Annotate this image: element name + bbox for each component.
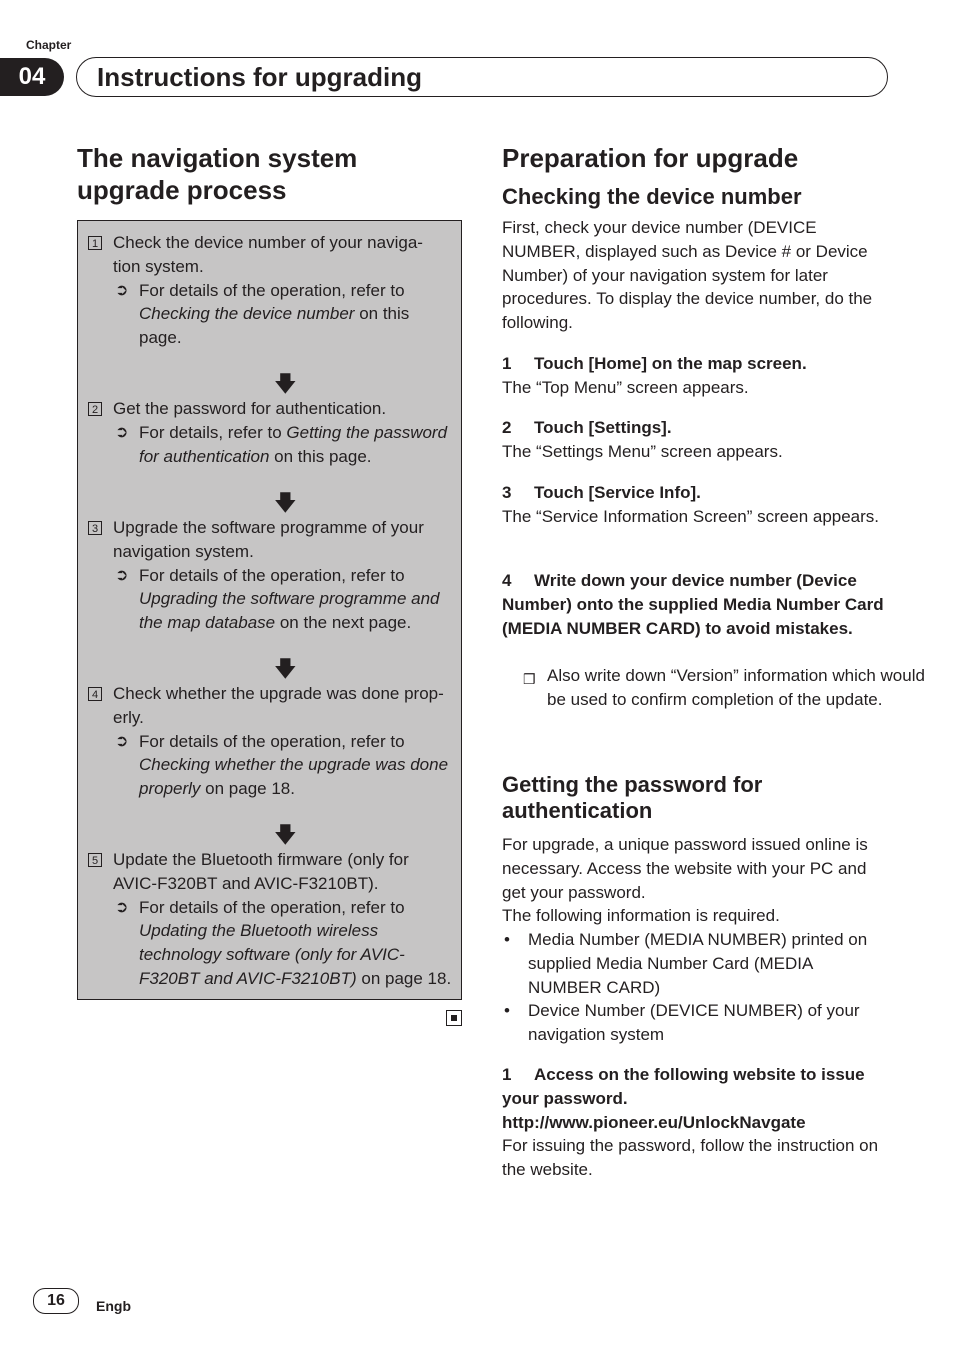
- step-text-line2: tion system.: [113, 256, 204, 276]
- reference-text: For details of the operation, refer to: [139, 565, 405, 585]
- left-heading: [77, 142, 467, 206]
- note-text-pre: Also write down “: [547, 666, 677, 685]
- down-arrow-icon: 🡇: [274, 371, 297, 396]
- step-desc-bold: Settings Menu: [541, 441, 651, 461]
- reference-link: Getting the password for authentication: [139, 422, 448, 466]
- step-desc-post: ” screen appears.: [616, 377, 749, 397]
- required-info-list: [502, 928, 890, 1047]
- step-number: 1: [502, 354, 512, 373]
- step-number-box: 5: [88, 853, 102, 867]
- reference-suffix: on page 18.: [205, 779, 295, 799]
- numbered-step: [502, 416, 890, 464]
- left-heading-line2: upgrade process: [77, 175, 287, 205]
- step-text-line1: Check the device number of your naviga-: [113, 233, 423, 252]
- step-number-box: 4: [88, 687, 102, 701]
- numbered-step-write-down: [502, 569, 890, 640]
- reference-link: Upgrading the software programme and the map database: [139, 589, 440, 633]
- step-title: Touch [Settings].: [534, 418, 672, 437]
- step-number: 3: [502, 483, 512, 502]
- step-reference: [113, 564, 454, 635]
- chapter-title-bar: [76, 57, 888, 97]
- reference-text: For details of the operation, refer to: [139, 280, 405, 300]
- reference-suffix: on page 18.: [361, 968, 452, 988]
- upgrade-process-box: [77, 220, 462, 1000]
- chapter-title: Instructions for upgrading: [97, 62, 422, 92]
- reference-arrow-icon: ➲: [115, 566, 129, 584]
- step-description: For issuing the password, follow the instruction on the website.: [502, 1136, 879, 1180]
- step-desc-pre: The “: [502, 506, 542, 526]
- reference-arrow-icon: ➲: [115, 281, 129, 299]
- numbered-step-access-website: [502, 1063, 890, 1182]
- device-number-intro: First, check your device number (DEVICE NUMBER, displayed such as Device # or Device Number) of your navigation system for later procedures. To display the device number, do the following.: [502, 218, 873, 333]
- reference-link: Updating the Bluetooth wireless technology software (only for AVIC-F320BT and AVIC-F3210BT): [139, 921, 405, 988]
- chapter-label: Chapter: [26, 38, 72, 52]
- process-step: [88, 231, 454, 350]
- reference-text: For details of the operation, refer to: [139, 731, 405, 751]
- subheading-checking-device-number: Checking the device number: [502, 184, 802, 209]
- step-text-line1: Check whether the upgrade was done prop-: [113, 684, 444, 703]
- reference-arrow-icon: ➲: [115, 423, 129, 441]
- step-title: Touch [Home] on the map screen.: [534, 354, 807, 373]
- language-code: Engb: [96, 1298, 131, 1314]
- reference-text: For details, refer to: [139, 422, 282, 442]
- subheading-getting-password: [502, 772, 890, 824]
- process-step: [88, 848, 454, 991]
- subheading-line2: authentication: [502, 798, 653, 823]
- step-reference: [113, 421, 454, 469]
- website-url[interactable]: http://www.pioneer.eu/UnlockNavgate: [502, 1112, 806, 1132]
- down-arrow-icon: 🡇: [274, 490, 297, 515]
- step-number-box: 2: [88, 402, 102, 416]
- step-desc-bold: Top Menu: [541, 377, 617, 397]
- down-arrow-icon: 🡇: [274, 656, 297, 681]
- step-number-box: 3: [88, 521, 102, 535]
- required-info-label: The following information is required.: [502, 906, 780, 925]
- left-heading-line1: The navigation system: [77, 143, 358, 173]
- list-item: • Device Number (DEVICE NUMBER) of your navigation system: [502, 999, 890, 1047]
- step-desc-pre: The “: [502, 441, 542, 461]
- step-title: Touch [Service Info].: [534, 483, 701, 502]
- reference-text: For details of the operation, refer to: [139, 897, 405, 917]
- step-desc-pre: The “: [502, 377, 542, 397]
- step-text-line2: AVIC-F320BT and AVIC-F3210BT).: [113, 873, 379, 893]
- step-reference: [113, 896, 454, 991]
- step-text-line1: Upgrade the software programme of your: [113, 518, 424, 537]
- subheading-line1: Getting the password for: [502, 772, 763, 797]
- reference-suffix: on this page.: [139, 304, 410, 348]
- end-of-section-icon: [446, 1010, 462, 1026]
- step-text-line1: Update the Bluetooth firmware (only for: [113, 850, 409, 869]
- numbered-step: [502, 481, 890, 529]
- list-item: • Media Number (MEDIA NUMBER) printed on supplied Media Number Card (MEDIA NUMBER CARD): [502, 928, 890, 999]
- step-number-box: 1: [88, 236, 102, 250]
- step-number: 1: [502, 1065, 512, 1084]
- step-reference: [113, 730, 454, 801]
- reference-link: Checking the device number: [139, 304, 355, 324]
- reference-arrow-icon: ➲: [115, 898, 129, 916]
- step-desc-post: ” screen appears.: [746, 506, 880, 526]
- password-intro: For upgrade, a unique password issued online is necessary. Access the website with your PC and get your password.: [502, 835, 868, 902]
- down-arrow-icon: 🡇: [274, 822, 297, 847]
- page-number: 16: [33, 1288, 79, 1314]
- version-note: [502, 664, 935, 712]
- reference-link: Checking whether the upgrade was done properly: [139, 755, 449, 799]
- reference-suffix: on this page.: [274, 446, 372, 466]
- note-text-post: ” information which would be used to confirm completion of the update.: [547, 666, 925, 709]
- step-reference: [113, 279, 454, 350]
- right-heading: Preparation for upgrade: [502, 143, 799, 173]
- step-number: 2: [502, 418, 512, 437]
- step-desc-bold: Service Information Screen: [541, 506, 747, 526]
- chapter-number: 04: [0, 58, 64, 96]
- reference-arrow-icon: ➲: [115, 732, 129, 750]
- note-checkbox-icon: ❒: [523, 671, 536, 687]
- numbered-step: [502, 352, 890, 400]
- step-text-line1: Get the password for authentication.: [113, 399, 387, 418]
- step-text-line2: erly.: [113, 707, 144, 727]
- process-step: [88, 516, 454, 635]
- note-text-bold: Version: [676, 666, 734, 685]
- step-number: 4: [502, 571, 512, 590]
- step-title: Write down your device number (Device Number) onto the supplied Media Number Card (MEDIA NUMBER CARD) to avoid mistakes.: [502, 571, 884, 638]
- step-desc-post: ” screen appears.: [650, 441, 783, 461]
- step-title: Access on the following website to issue your password.: [502, 1065, 865, 1108]
- reference-suffix: on the next page.: [279, 613, 412, 633]
- process-step: [88, 682, 454, 801]
- step-text-line2: navigation system.: [113, 541, 254, 561]
- process-step: [88, 397, 454, 468]
